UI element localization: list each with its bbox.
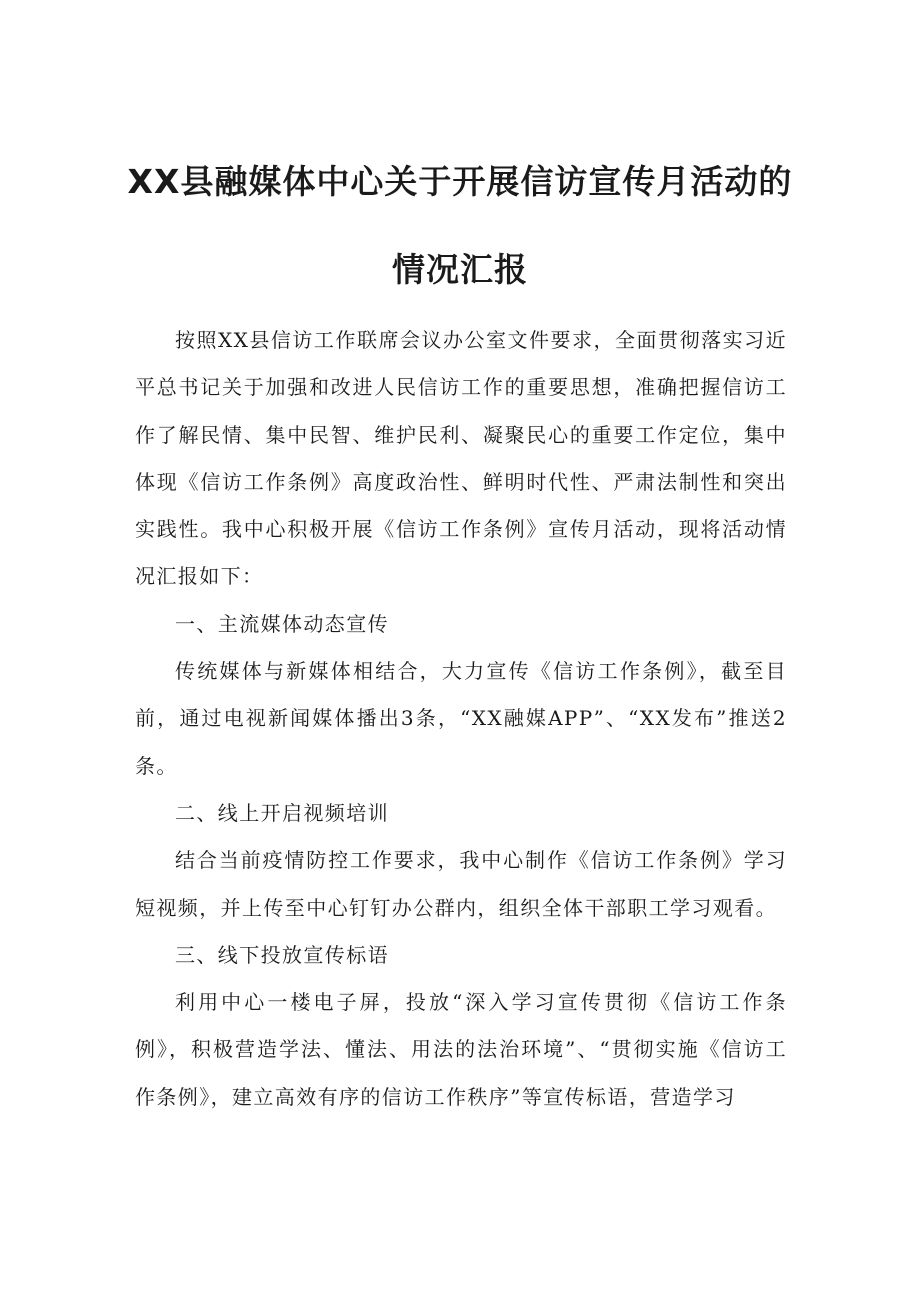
section-3-heading: 三、线下投放宣传标语: [175, 942, 389, 967]
section-2-heading: 二、线上开启视频培训: [175, 800, 389, 825]
document-body: [135, 317, 787, 1121]
section-1-heading: 一、主流媒体动态宣传: [175, 611, 389, 636]
section-2-paragraph: 结合当前疫情防控工作要求，我中心制作《信访工作条例》学习短视频，并上传至中心钉钉办公群内，组织全体干部职工学习观看。: [135, 848, 787, 920]
section-1-paragraph: 传统媒体与新媒体相结合，大力宣传《信访工作条例》，截至目前，通过电视新闻媒体播出3条，“XX融媒APP”、“XX发布”推送2条。: [135, 659, 787, 778]
document-title-line-2: 情况汇报: [392, 250, 528, 289]
intro-paragraph: 按照XX县信访工作联席会议办公室文件要求，全面贯彻落实习近平总书记关于加强和改进人民信访工作的重要思想，准确把握信访工作了解民情、集中民智、维护民利、凝聚民心的重要工作定位，集中体现《信访工作条例》高度政治性、鲜明时代性、严肃法制性和突出实践性。我中心积极开展《信访工作条例》宣传月活动，现将活动情况汇报如下：: [135, 328, 787, 589]
document-title-line-1: XX县融媒体中心关于开展信访宣传月活动的: [127, 162, 793, 201]
section-3-paragraph: 利用中心一楼电子屏，投放“深入学习宣传贯彻《信访工作条例》，积极营造学法、懂法、用法的法治环境”、“贯彻实施《信访工作条例》，建立高效有序的信访工作秩序”等宣传标语，营造学习: [135, 990, 787, 1109]
